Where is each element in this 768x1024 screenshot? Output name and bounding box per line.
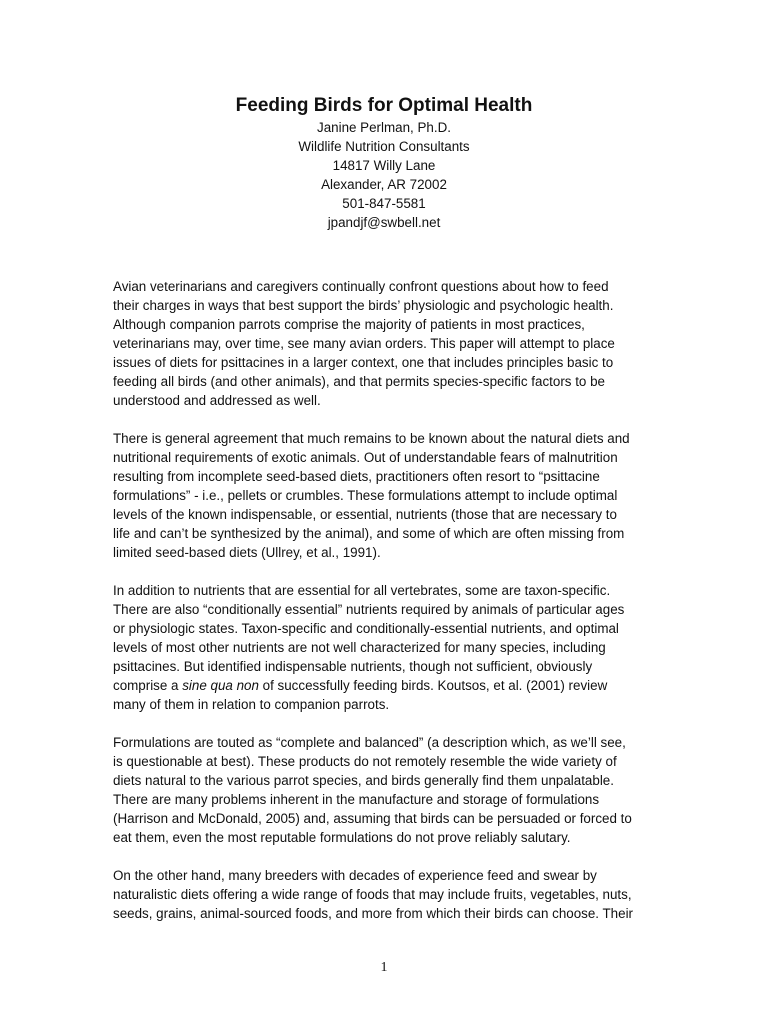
- text-line: psittacines. But identified indispensable nutrients, though not sufficient, obviously: [113, 659, 593, 674]
- text-line: There are also “conditionally essential” nutrients required by animals of particular ages: [113, 602, 625, 617]
- text-line: diets natural to the various parrot species, and birds generally find them unpalatable.: [113, 773, 614, 788]
- paragraph-1: [113, 277, 661, 410]
- document-header: [0, 94, 768, 232]
- text-line: Although companion parrots comprise the majority of patients in most practices,: [113, 317, 585, 332]
- text-line: is questionable at best). These products do not remotely resemble the wide variety of: [113, 754, 617, 769]
- text-line: naturalistic diets offering a wide range of foods that may include fruits, vegetables, nuts,: [113, 887, 632, 902]
- paragraph-4: [113, 733, 661, 847]
- text-line: In addition to nutrients that are essential for all vertebrates, some are taxon-specific.: [113, 583, 611, 598]
- text-line: limited seed-based diets (Ullrey, et al., 1991).: [113, 545, 381, 560]
- text-line: their charges in ways that best support the birds’ physiologic and psychologic health.: [113, 298, 614, 313]
- text-line: levels of most other nutrients are not well characterized for many species, including: [113, 640, 606, 655]
- organization-name: Wildlife Nutrition Consultants: [298, 139, 470, 154]
- paragraph-3: [113, 581, 661, 714]
- text-line: formulations” - i.e., pellets or crumbles. These formulations attempt to include optimal: [113, 488, 618, 503]
- text-line-with-italic: [113, 676, 661, 695]
- text-line: many of them in relation to companion parrots.: [113, 697, 390, 712]
- text-line: Avian veterinarians and caregivers continually confront questions about how to feed: [113, 279, 609, 294]
- text-segment: of successfully feeding birds. Koutsos, et al. (2001) review: [258, 678, 608, 693]
- text-line: feeding all birds (and other animals), and that permits species-specific factors to be: [113, 374, 605, 389]
- text-line: nutritional requirements of exotic animals. Out of understandable fears of malnutrition: [113, 450, 618, 465]
- paragraph-2: [113, 429, 661, 562]
- phone-number: 501-847-5581: [342, 196, 426, 211]
- email-address: jpandjf@swbell.net: [327, 215, 441, 230]
- street-address: 14817 Willy Lane: [332, 158, 436, 173]
- page-number: 1: [380, 960, 388, 975]
- text-line: (Harrison and McDonald, 2005) and, assuming that birds can be persuaded or forced to: [113, 811, 632, 826]
- author-name: Janine Perlman, Ph.D.: [317, 120, 451, 135]
- text-line: Formulations are touted as “complete and balanced” (a description which, as we’ll see,: [113, 735, 626, 750]
- text-line: There is general agreement that much remains to be known about the natural diets and: [113, 431, 630, 446]
- text-line: veterinarians may, over time, see many avian orders. This paper will attempt to place: [113, 336, 615, 351]
- document-body: [113, 277, 661, 942]
- italic-phrase: sine qua non: [182, 678, 259, 693]
- text-line: resulting from incomplete seed-based diets, practitioners often resort to “psittacine: [113, 469, 600, 484]
- text-line: issues of diets for psittacines in a larger context, one that includes principles basic to: [113, 355, 614, 370]
- text-line: On the other hand, many breeders with decades of experience feed and swear by: [113, 868, 597, 883]
- text-line: seeds, grains, animal-sourced foods, and more from which their birds can choose. Their: [113, 906, 634, 921]
- text-line: or physiologic states. Taxon-specific and conditionally-essential nutrients, and optimal: [113, 621, 619, 636]
- text-segment: comprise a: [113, 678, 183, 693]
- city-state-zip: Alexander, AR 72002: [321, 177, 447, 192]
- text-line: There are many problems inherent in the manufacture and storage of formulations: [113, 792, 600, 807]
- text-line: levels of the known indispensable, or essential, nutrients (those that are necessary to: [113, 507, 617, 522]
- paragraph-5: [113, 866, 661, 923]
- document-title: Feeding Birds for Optimal Health: [235, 95, 533, 116]
- text-line: life and can’t be synthesized by the animal), and some of which are often missing from: [113, 526, 625, 541]
- text-line: understood and addressed as well.: [113, 393, 321, 408]
- text-line: eat them, even the most reputable formulations do not prove reliably salutary.: [113, 830, 571, 845]
